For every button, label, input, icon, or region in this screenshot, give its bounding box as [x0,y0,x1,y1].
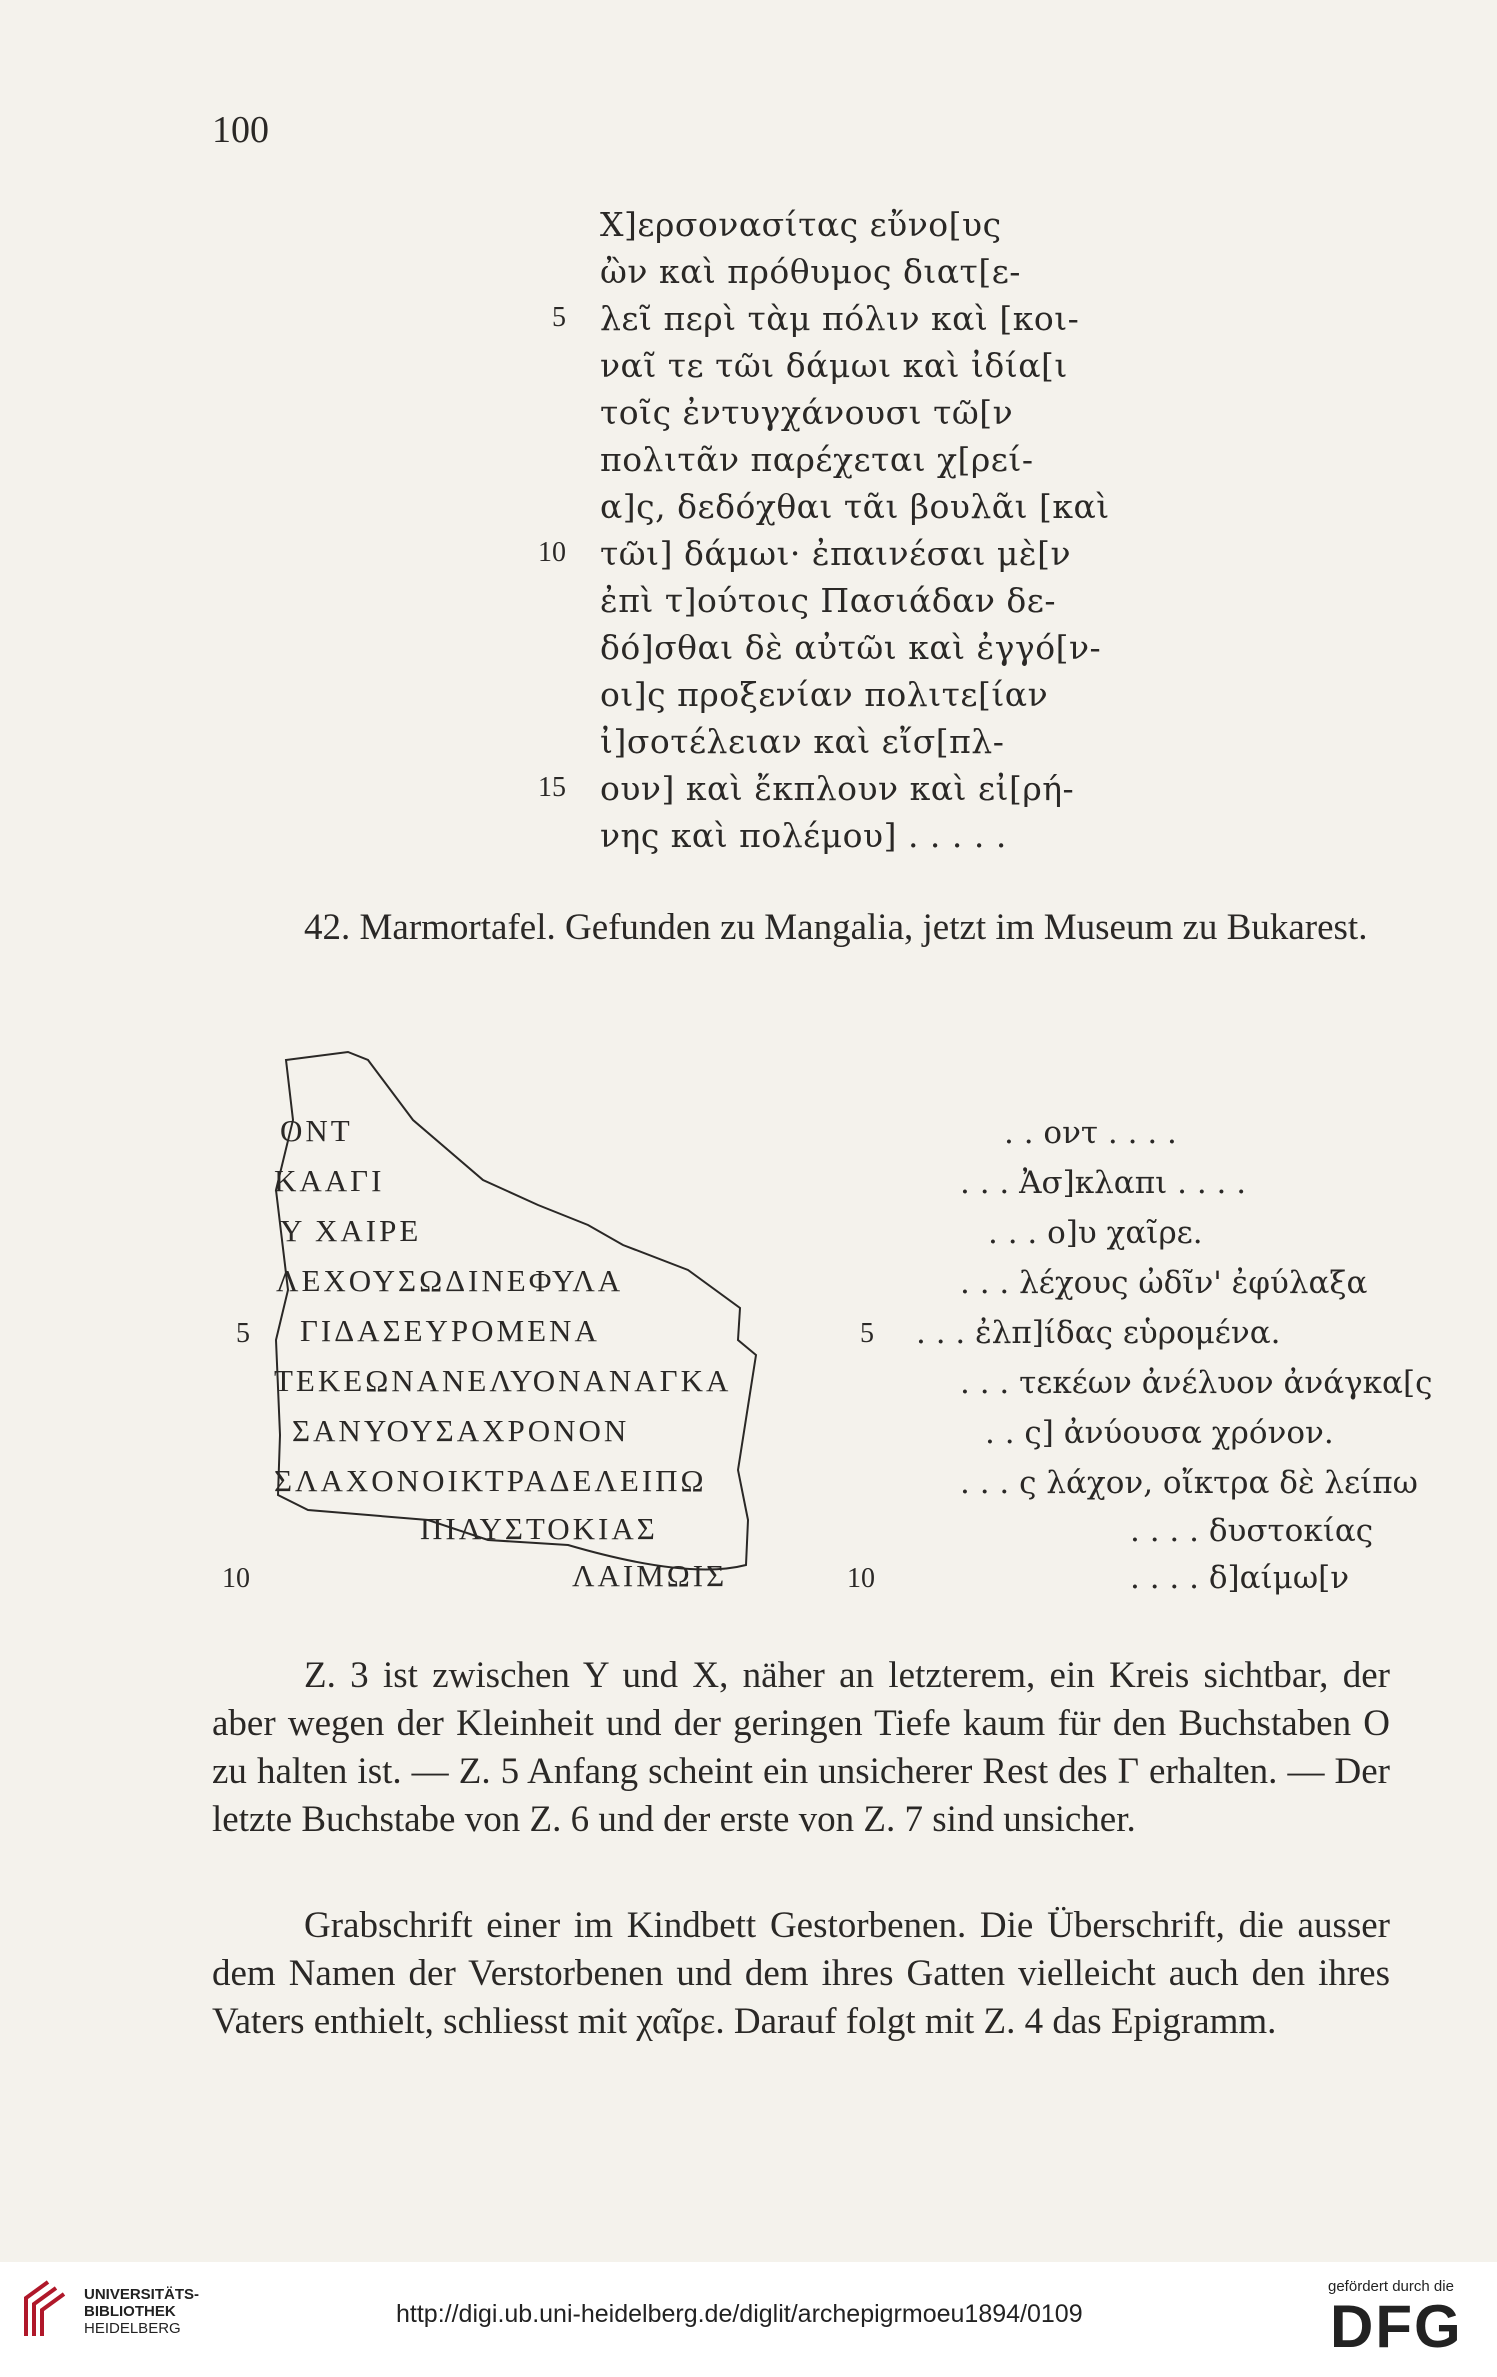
inscription-line: Χ]ερσονασίτας εὔνο[υς [600,205,1002,244]
inscription-line: πολιτᾶν παρέχεται χ[ρεί- [600,440,1034,479]
transcription-line: . . . . δυστοκίας [1130,1513,1374,1549]
transcription-line: . . . . δ]αίμω[ν [1130,1560,1350,1596]
library-logo-icon [18,2276,76,2342]
library-name: UNIVERSITÄTS- [84,2286,200,2303]
transcription-line: . . . ς λάχον, οἴκτρα δὲ λείπω [960,1465,1418,1501]
fragment-majuscule-line: ΠΙΛΥΣΤΟΚΙΑΣ [420,1511,658,1546]
library-name: BIBLIOTHEK [84,2303,176,2320]
inscription-line: ὢν καὶ πρόθυμος διατ[ε- [600,252,1021,291]
inscription-line: α]ς, δεδόχθαι τᾶι βουλᾶι [καὶ [600,487,1110,526]
transcription-line: . . . ἐλπ]ίδας εὑρομένα. [916,1315,1281,1351]
inscription-line: δό]σθαι δὲ αὐτῶι καὶ ἐγγό[ν- [600,628,1102,667]
line-number: 10 [538,537,566,568]
inscription-line: τῶι] δάμωι· ἐπαινέσαι μὲ[ν [600,534,1072,573]
line-number: 15 [538,772,566,803]
funding-note: gefördert durch die [1328,2278,1454,2295]
transcription-line: . . . τεκέων ἀνέλυον ἀνάγκα[ς [960,1365,1433,1401]
inscription-line: τοῖς ἐντυγχάνουσι τῶ[ν [600,393,1014,432]
line-number: 5 [552,302,566,333]
fragment-majuscule-line: ΤΕΚΕΩΝΑΝΕΛΥΟΝΑΝΑΓΚΑ [274,1363,732,1398]
page-number: 100 [212,109,269,151]
fragment-majuscule-line: ΣΑΝΥΟΥΣΑΧΡΟΝΟΝ [292,1413,630,1448]
line-number: 10 [847,1563,875,1594]
transcription-line: . . . ο]υ χαῖρε. [988,1215,1203,1251]
fragment-majuscule-line: Υ ΧΑΙΡΕ [280,1213,422,1248]
source-url-link[interactable]: http://digi.ub.uni-heidelberg.de/diglit/archepigrmoeu1894/0109 [396,2300,1083,2328]
fragment-majuscule-line: ΟΝΤ [280,1113,353,1148]
inscription-line: λεῖ περὶ τὰμ πόλιν καὶ [κοι- [600,299,1080,338]
inscription-line: ουν] καὶ ἔκπλουν καὶ εἰ[ρή- [600,769,1075,808]
fragment-majuscule-line: ΛΑΙΜΩΙΣ [572,1558,728,1593]
fragment-majuscule-line: ΣΛΑΧΟΝΟΙΚΤΡΑΔΕΛΕΙΠΩ [274,1463,707,1498]
inscription-line: οι]ς προξενίαν πολιτε[ίαν [600,675,1049,714]
transcription-line: . . ς] ἀνύουσα χρόνον. [985,1415,1334,1451]
commentary-paragraph: Z. 3 ist zwischen Y und X, näher an letzterem, ein Kreis sichtbar, der aber wegen der Kleinheit und der geringen Tiefe kaum für den Buchstaben O zu halten ist. — Z. 5 Anfang scheint ein unsicherer Rest des Γ erhalten. — Der letzte Buchstabe von Z. 6 und der erste von Z. 7 sind unsicher. [212,1655,1390,1840]
fragment-majuscule-line: ΛΕΧΟΥΣΩΔΙΝΕΦΥΛΑ [276,1263,624,1298]
transcription-line: . . . λέχους ὠδῖν' ἐφύλαξα [960,1265,1368,1301]
commentary-paragraph: Grabschrift einer im Kindbett Gestorbenen. Die Überschrift, die ausser dem Namen der Verstorbenen und dem ihres Gatten vielleicht auch den ihres Vaters enthielt, schliesst mit χαῖρε. Darauf folgt mit Z. 4 das Epigramm. [212,1905,1390,2042]
inscription-line: ναῖ τε τῶι δάμωι καὶ ἰδία[ι [600,346,1068,385]
line-number: 10 [222,1563,250,1594]
transcription-line: . . . Ἀσ]κλαπι . . . . [960,1165,1247,1201]
inscription-line: ἰ]σοτέλειαν καὶ εἴσ[πλ- [600,722,1005,761]
library-name: HEIDELBERG [84,2320,181,2337]
dfg-logo: DFG [1330,2293,1463,2360]
inscription-line: ἐπὶ τ]ούτοις Πασιάδαν δε- [600,581,1057,620]
entry-heading: 42. Marmortafel. Gefunden zu Mangalia, jetzt im Museum zu Bukarest. [304,907,1368,948]
line-number: 5 [860,1318,874,1349]
transcription-line: . . οντ . . . . [1004,1115,1177,1151]
fragment-majuscule-line: ΚΑΑΓΙ [274,1163,385,1198]
fragment-majuscule-line: ΓΙΔΑΣΕΥΡΟΜΕΝΑ [300,1313,600,1348]
inscription-line: νης καὶ πολέμου] . . . . . [600,816,1007,855]
line-number: 5 [236,1318,250,1349]
